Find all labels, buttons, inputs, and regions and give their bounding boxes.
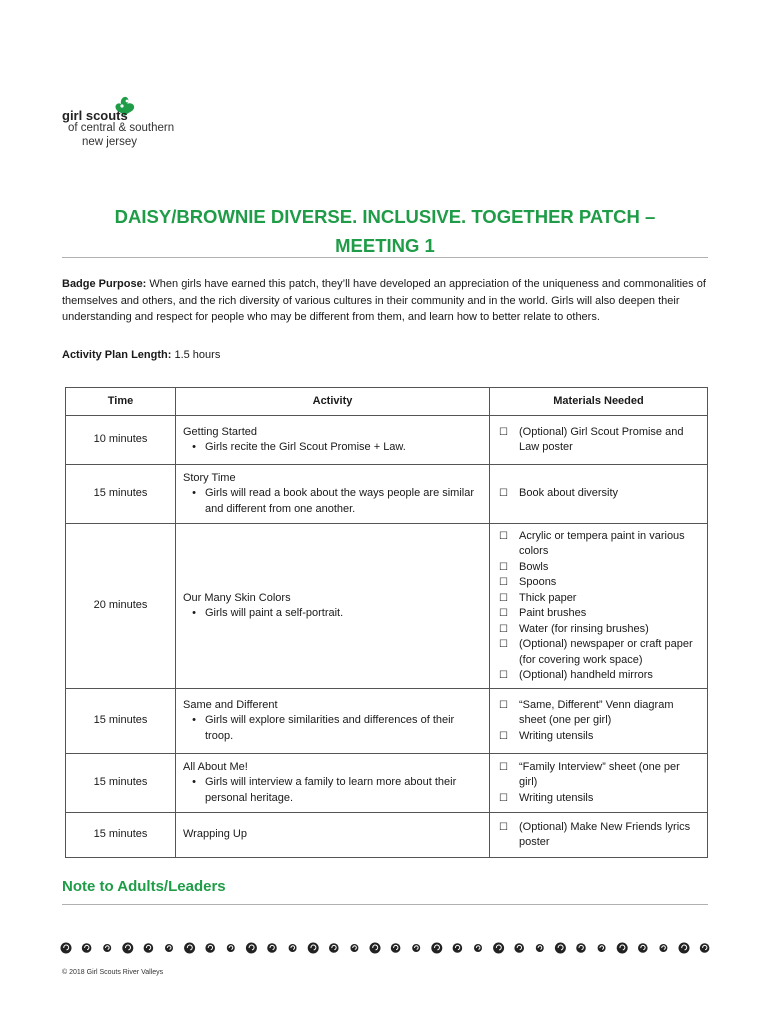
- bullet-icon: •: [192, 776, 196, 789]
- swirl-icon: [536, 944, 544, 952]
- material-text: Writing utensils: [519, 791, 594, 804]
- logo-line-2: of central & southern: [68, 122, 175, 134]
- title-divider: [62, 257, 708, 258]
- bullet-text: Girls will explore similarities and differences of their troop.: [205, 714, 455, 742]
- checkbox-icon: ☐: [499, 699, 508, 711]
- header-materials: Materials Needed: [490, 388, 708, 416]
- swirl-icon: [514, 943, 524, 953]
- bullet-icon: •: [192, 607, 196, 619]
- swirl-icon: [227, 944, 235, 952]
- table-header-row: [66, 388, 708, 416]
- row-activity: [176, 689, 490, 754]
- material-item: [499, 606, 701, 622]
- material-text: (Optional) handheld mirrors: [519, 669, 653, 681]
- title-line-1: DAISY/BROWNIE DIVERSE. INCLUSIVE. TOGETHER PATCH –: [114, 206, 656, 227]
- plan-label: Activity Plan Length:: [62, 349, 172, 361]
- activity-title: Same and Different: [183, 698, 278, 711]
- material-item: [499, 668, 701, 684]
- swirl-icon: [493, 943, 504, 954]
- swirl-icon: [246, 943, 257, 954]
- material-item: [499, 760, 701, 791]
- material-item: [499, 529, 701, 560]
- page-title: [62, 202, 708, 260]
- activity-title: Our Many Skin Colors: [183, 591, 291, 604]
- checkbox-icon: ☐: [499, 592, 508, 604]
- checkbox-icon: ☐: [499, 670, 508, 681]
- swirl-icon: [659, 944, 667, 952]
- swirl-icon: [598, 944, 606, 952]
- material-text: (Optional) Girl Scout Promise and Law poster: [519, 425, 684, 453]
- swirl-icon: [329, 943, 339, 953]
- bullet-text: Girls will paint a self-portrait.: [205, 607, 344, 619]
- material-item: [499, 622, 701, 638]
- row-activity: [176, 754, 490, 813]
- swirl-icon: [289, 944, 297, 952]
- material-text: Spoons: [519, 576, 557, 588]
- row-materials: [490, 689, 708, 754]
- bullet-icon: •: [192, 487, 196, 500]
- row-activity: [176, 813, 490, 858]
- purpose-label: Badge Purpose:: [62, 278, 147, 290]
- material-text: Paint brushes: [519, 607, 587, 619]
- swirl-icon: [144, 943, 154, 953]
- material-text: Book about diversity: [519, 487, 619, 500]
- swirl-icon: [267, 943, 277, 953]
- purpose-text: When girls have earned this patch, they’ll have developed an appreciation of the uniqueness and commonalities of themselves and others, and the rich diversity of various cultures in their community and in the world. Girls will also deepen their understanding and respect for people who may be different from them, and learn how to better relate to others.: [62, 278, 706, 323]
- material-item: [499, 698, 701, 729]
- material-text: Thick paper: [519, 591, 577, 604]
- swirl-icon: [165, 944, 173, 952]
- activity-title: Getting Started: [183, 425, 257, 438]
- material-text: (Optional) Make New Friends lyrics poster: [519, 820, 691, 848]
- bullet-icon: •: [192, 714, 196, 727]
- activity-plan-length: [62, 347, 220, 363]
- swirl-icon: [700, 943, 710, 953]
- row-time: 15 minutes: [66, 689, 176, 754]
- activity-title: Story Time: [183, 471, 236, 484]
- checkbox-icon: ☐: [499, 623, 508, 635]
- activity-bullet: [183, 440, 483, 456]
- row-time: 10 minutes: [66, 416, 176, 465]
- material-text: “Family Interview” sheet (one per girl): [519, 760, 680, 789]
- checkbox-icon: ☐: [499, 530, 508, 542]
- swirl-icon: [453, 943, 463, 953]
- badge-purpose: [62, 276, 708, 326]
- activity-title: All About Me!: [183, 760, 248, 773]
- swirl-icon: [184, 943, 195, 954]
- material-item: [499, 591, 701, 607]
- activity-bullet: [183, 486, 483, 517]
- material-item: [499, 791, 701, 807]
- material-item: [499, 425, 701, 456]
- checkbox-icon: ☐: [499, 761, 508, 773]
- checkbox-icon: ☐: [499, 792, 508, 804]
- logo-line-1: girl scouts: [62, 108, 128, 123]
- material-text: Water (for rinsing brushes): [519, 622, 649, 635]
- row-materials: [490, 416, 708, 465]
- checkbox-icon: ☐: [499, 561, 508, 573]
- swirl-icon: [638, 943, 648, 953]
- swirl-icon: [679, 943, 690, 954]
- checkbox-icon: ☐: [499, 821, 508, 833]
- bullet-text: Girls recite the Girl Scout Promise + Law.: [205, 441, 406, 453]
- material-text: Bowls: [519, 560, 549, 573]
- header-time: Time: [66, 388, 176, 416]
- swirl-icon: [350, 944, 358, 952]
- material-item: [499, 637, 701, 668]
- material-item: [499, 820, 701, 851]
- swirl-icon: [122, 943, 133, 954]
- activity-title: Wrapping Up: [183, 828, 247, 841]
- bullet-icon: •: [192, 441, 196, 453]
- table-row: [66, 754, 708, 813]
- swirl-icon: [391, 943, 401, 953]
- material-item: [499, 486, 701, 502]
- checkbox-icon: ☐: [499, 426, 508, 438]
- material-text: “Same, Different” Venn diagram sheet (one per girl): [519, 698, 674, 727]
- swirl-icon: [308, 943, 319, 954]
- row-materials: [490, 465, 708, 524]
- swirl-icon: [431, 943, 442, 954]
- title-line-2: MEETING 1: [335, 235, 435, 256]
- material-item: [499, 575, 701, 591]
- note-divider: [62, 904, 708, 905]
- swirl-icon: [82, 943, 92, 953]
- checkbox-icon: ☐: [499, 577, 508, 588]
- row-activity: [176, 416, 490, 465]
- swirl-icon: [205, 943, 215, 953]
- material-text: (Optional) newspaper or craft paper (for covering work space): [519, 638, 693, 666]
- row-time: 15 minutes: [66, 465, 176, 524]
- material-text: Acrylic or tempera paint in various colors: [519, 529, 685, 557]
- row-materials: [490, 813, 708, 858]
- checkbox-icon: ☐: [499, 730, 508, 742]
- activity-bullet: [183, 713, 483, 744]
- table-row: [66, 465, 708, 524]
- row-materials: [490, 524, 708, 689]
- swirl-icon: [555, 943, 566, 954]
- swirl-icon: [412, 944, 420, 952]
- row-activity: [176, 524, 490, 689]
- swirl-icon: [617, 943, 628, 954]
- row-activity: [176, 465, 490, 524]
- bullet-text: Girls will interview a family to learn more about their personal heritage.: [205, 776, 457, 804]
- activity-bullet: [183, 775, 483, 806]
- swirl-border-decoration: [58, 938, 718, 958]
- row-time: 15 minutes: [66, 754, 176, 813]
- row-time: 20 minutes: [66, 524, 176, 689]
- swirl-icon: [474, 944, 482, 952]
- logo-line-3: new jersey: [82, 136, 137, 148]
- note-heading: Note to Adults/Leaders: [62, 878, 226, 895]
- table-row: [66, 813, 708, 858]
- material-item: [499, 729, 701, 745]
- activity-table: [65, 387, 708, 858]
- bullet-text: Girls will read a book about the ways people are similar and different from one another.: [205, 487, 475, 515]
- table-row: [66, 416, 708, 465]
- material-item: [499, 560, 701, 576]
- header-activity: Activity: [176, 388, 490, 416]
- swirl-icon: [61, 943, 72, 954]
- row-time: 15 minutes: [66, 813, 176, 858]
- row-materials: [490, 754, 708, 813]
- swirl-icon: [576, 943, 586, 953]
- checkbox-icon: ☐: [499, 639, 508, 650]
- table-row: [66, 524, 708, 689]
- checkbox-icon: ☐: [499, 608, 508, 619]
- swirl-icon: [370, 943, 381, 954]
- activity-bullet: [183, 606, 483, 622]
- swirl-icon: [103, 944, 111, 952]
- copyright-text: © 2018 Girl Scouts River Valleys: [62, 969, 164, 976]
- plan-value: 1.5 hours: [171, 349, 221, 361]
- checkbox-icon: ☐: [499, 488, 508, 500]
- table-row: [66, 689, 708, 754]
- material-text: Writing utensils: [519, 729, 594, 742]
